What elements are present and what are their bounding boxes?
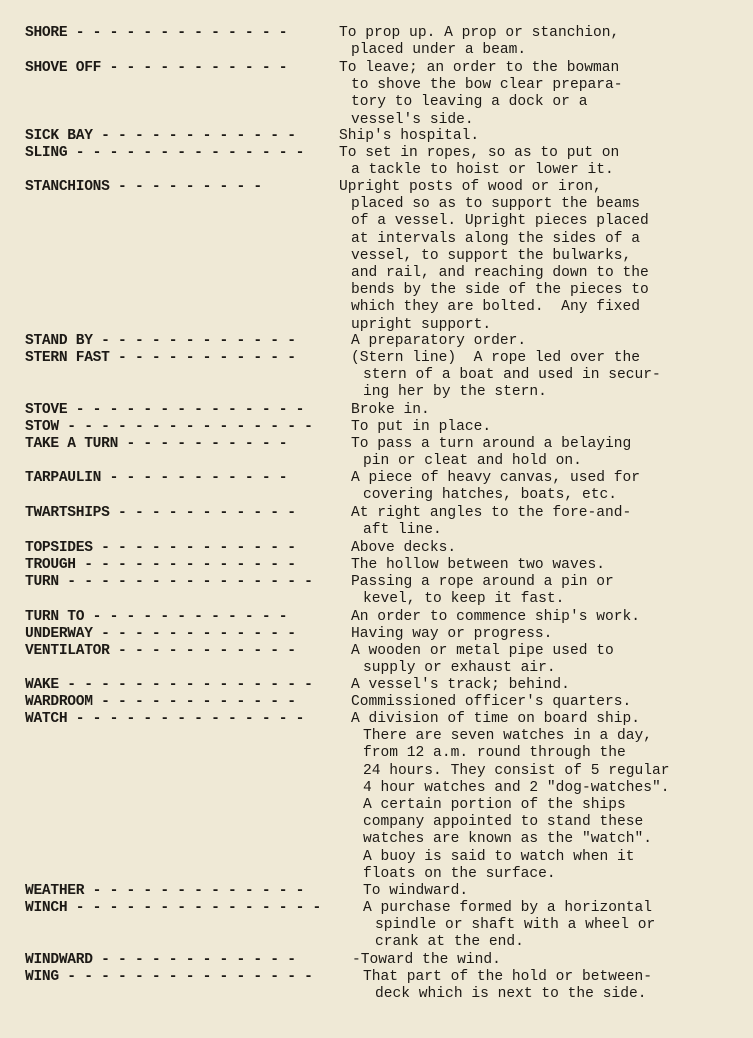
definition-line: watches are known as the "watch". — [363, 831, 653, 848]
term: WAKE - - - - - - - - - - - - - - - — [25, 677, 313, 693]
definition-line: There are seven watches in a day, — [363, 728, 653, 745]
term: TROUGH - - - - - - - - - - - - - — [25, 557, 296, 573]
definition-line: (Stern line) A rope led over the — [351, 350, 641, 366]
definition — [339, 145, 745, 179]
definition-line: company appointed to stand these — [363, 814, 644, 831]
definition — [363, 883, 745, 900]
term: STERN FAST - - - - - - - - - - - — [25, 350, 296, 366]
definition-line: pin or cleat and hold on. — [363, 453, 582, 470]
term: STOW - - - - - - - - - - - - - - - — [25, 419, 313, 435]
definition-line: A buoy is said to watch when it — [363, 848, 635, 865]
definition-line: Commissioned officer's quarters. — [351, 694, 632, 710]
definition-line: That part of the hold or between- — [363, 969, 653, 985]
definition — [339, 25, 745, 59]
definition-line: A certain portion of the ships — [363, 797, 626, 814]
definition — [351, 350, 745, 402]
definition-line: At right angles to the fore-and- — [351, 505, 632, 521]
definition-line: to shove the bow clear prepara- — [351, 77, 623, 94]
definition-line: a tackle to hoist or lower it. — [351, 162, 614, 179]
term: SHORE - - - - - - - - - - - - - — [25, 25, 288, 41]
definition — [351, 402, 745, 419]
definition-line: A division of time on board ship. — [351, 711, 641, 727]
definition — [363, 900, 745, 952]
definition-line: Above decks. — [351, 540, 457, 556]
definition-line: placed so as to support the beams — [351, 196, 641, 213]
definition — [351, 333, 745, 350]
definition-line: spindle or shaft with a wheel or — [375, 917, 656, 934]
definition-line: A vessel's track; behind. — [351, 677, 570, 693]
definition — [351, 694, 745, 711]
term: TOPSIDES - - - - - - - - - - - - — [25, 540, 296, 556]
definition-line: from 12 a.m. round through the — [363, 745, 626, 762]
definition-line: which they are bolted. Any fixed — [351, 299, 641, 316]
definition-line: To leave; an order to the bowman — [339, 60, 620, 76]
definition-line: upright support. — [351, 316, 492, 333]
definition-line: 24 hours. They consist of 5 regular — [363, 762, 670, 779]
definition-line: A preparatory order. — [351, 333, 527, 349]
definition — [339, 60, 745, 129]
definition-line: covering hatches, boats, etc. — [363, 487, 617, 504]
definition-line: vessel, to support the bulwarks, — [351, 247, 632, 264]
definition-line: supply or exhaust air. — [363, 660, 556, 677]
definition-line: To set in ropes, so as to put on — [339, 145, 620, 161]
term: WATCH - - - - - - - - - - - - - - — [25, 711, 305, 727]
term: WARDROOM - - - - - - - - - - - - — [25, 694, 296, 710]
definition — [363, 969, 745, 1003]
definition — [351, 643, 745, 677]
definition-line: To prop up. A prop or stanchion, — [339, 25, 620, 41]
term: VENTILATOR - - - - - - - - - - - — [25, 643, 296, 659]
definition-line: To put in place. — [351, 419, 492, 435]
definition — [351, 540, 745, 557]
definition — [351, 626, 745, 643]
definition-line: kevel, to keep it fast. — [363, 591, 565, 608]
definition-line: bends by the side of the pieces to — [351, 282, 649, 299]
definition-line: ing her by the stern. — [363, 384, 547, 401]
definition — [351, 505, 745, 539]
definition-line: aft line. — [363, 522, 442, 539]
definition-line: To windward. — [363, 883, 469, 899]
term: TWARTSHIPS - - - - - - - - - - - — [25, 505, 296, 521]
term: TURN - - - - - - - - - - - - - - - — [25, 574, 313, 590]
term: STAND BY - - - - - - - - - - - - — [25, 333, 296, 349]
definition-line: A purchase formed by a horizontal — [363, 900, 653, 916]
definition — [351, 436, 745, 470]
definition-line: -Toward the wind. — [352, 952, 501, 968]
term: SLING - - - - - - - - - - - - - - — [25, 145, 305, 161]
term: TARPAULIN - - - - - - - - - - - — [25, 470, 288, 486]
definition-line: A wooden or metal pipe used to — [351, 643, 614, 659]
definition-line: Ship's hospital. — [339, 128, 480, 144]
definition-line: of a vessel. Upright pieces placed — [351, 213, 649, 230]
definition — [339, 179, 745, 334]
definition-line: An order to commence ship's work. — [351, 609, 641, 625]
definition — [352, 952, 745, 969]
definition-line: Passing a rope around a pin or — [351, 574, 614, 590]
term: TURN TO - - - - - - - - - - - - — [25, 609, 288, 625]
definition-line: tory to leaving a dock or a — [351, 94, 588, 111]
definition-line: The hollow between two waves. — [351, 557, 605, 573]
term: WINDWARD - - - - - - - - - - - - — [25, 952, 296, 968]
definition-line: vessel's side. — [351, 111, 474, 128]
definition — [351, 557, 745, 574]
term: SHOVE OFF - - - - - - - - - - - — [25, 60, 288, 76]
definition — [351, 677, 745, 694]
definition-line: Broke in. — [351, 402, 430, 418]
term: WING - - - - - - - - - - - - - - - — [25, 969, 313, 985]
definition-line: Upright posts of wood or iron, — [339, 179, 602, 195]
definition-line: A piece of heavy canvas, used for — [351, 470, 641, 486]
definition — [351, 419, 745, 436]
term: SICK BAY - - - - - - - - - - - - — [25, 128, 296, 144]
definition-line: To pass a turn around a belaying — [351, 436, 632, 452]
term: TAKE A TURN - - - - - - - - - - — [25, 436, 288, 452]
term: STOVE - - - - - - - - - - - - - - — [25, 402, 305, 418]
definition — [351, 609, 745, 626]
definition-line: Having way or progress. — [351, 626, 553, 642]
definition-line: at intervals along the sides of a — [351, 230, 641, 247]
definition-line: stern of a boat and used in secur- — [363, 367, 661, 384]
definition-line: 4 hour watches and 2 "dog-watches". — [363, 779, 670, 796]
definition — [351, 574, 745, 608]
definition-line: placed under a beam. — [351, 42, 527, 59]
definition — [351, 711, 745, 883]
term: WINCH - - - - - - - - - - - - - - - — [25, 900, 322, 916]
definition-line: and rail, and reaching down to the — [351, 265, 649, 282]
definition — [339, 128, 745, 145]
definition-line: floats on the surface. — [363, 865, 556, 882]
term: WEATHER - - - - - - - - - - - - - — [25, 883, 305, 899]
term: STANCHIONS - - - - - - - - - — [25, 179, 262, 195]
definition-line: crank at the end. — [375, 934, 524, 951]
term: UNDERWAY - - - - - - - - - - - - — [25, 626, 296, 642]
definition — [351, 470, 745, 504]
definition-line: deck which is next to the side. — [375, 986, 647, 1003]
